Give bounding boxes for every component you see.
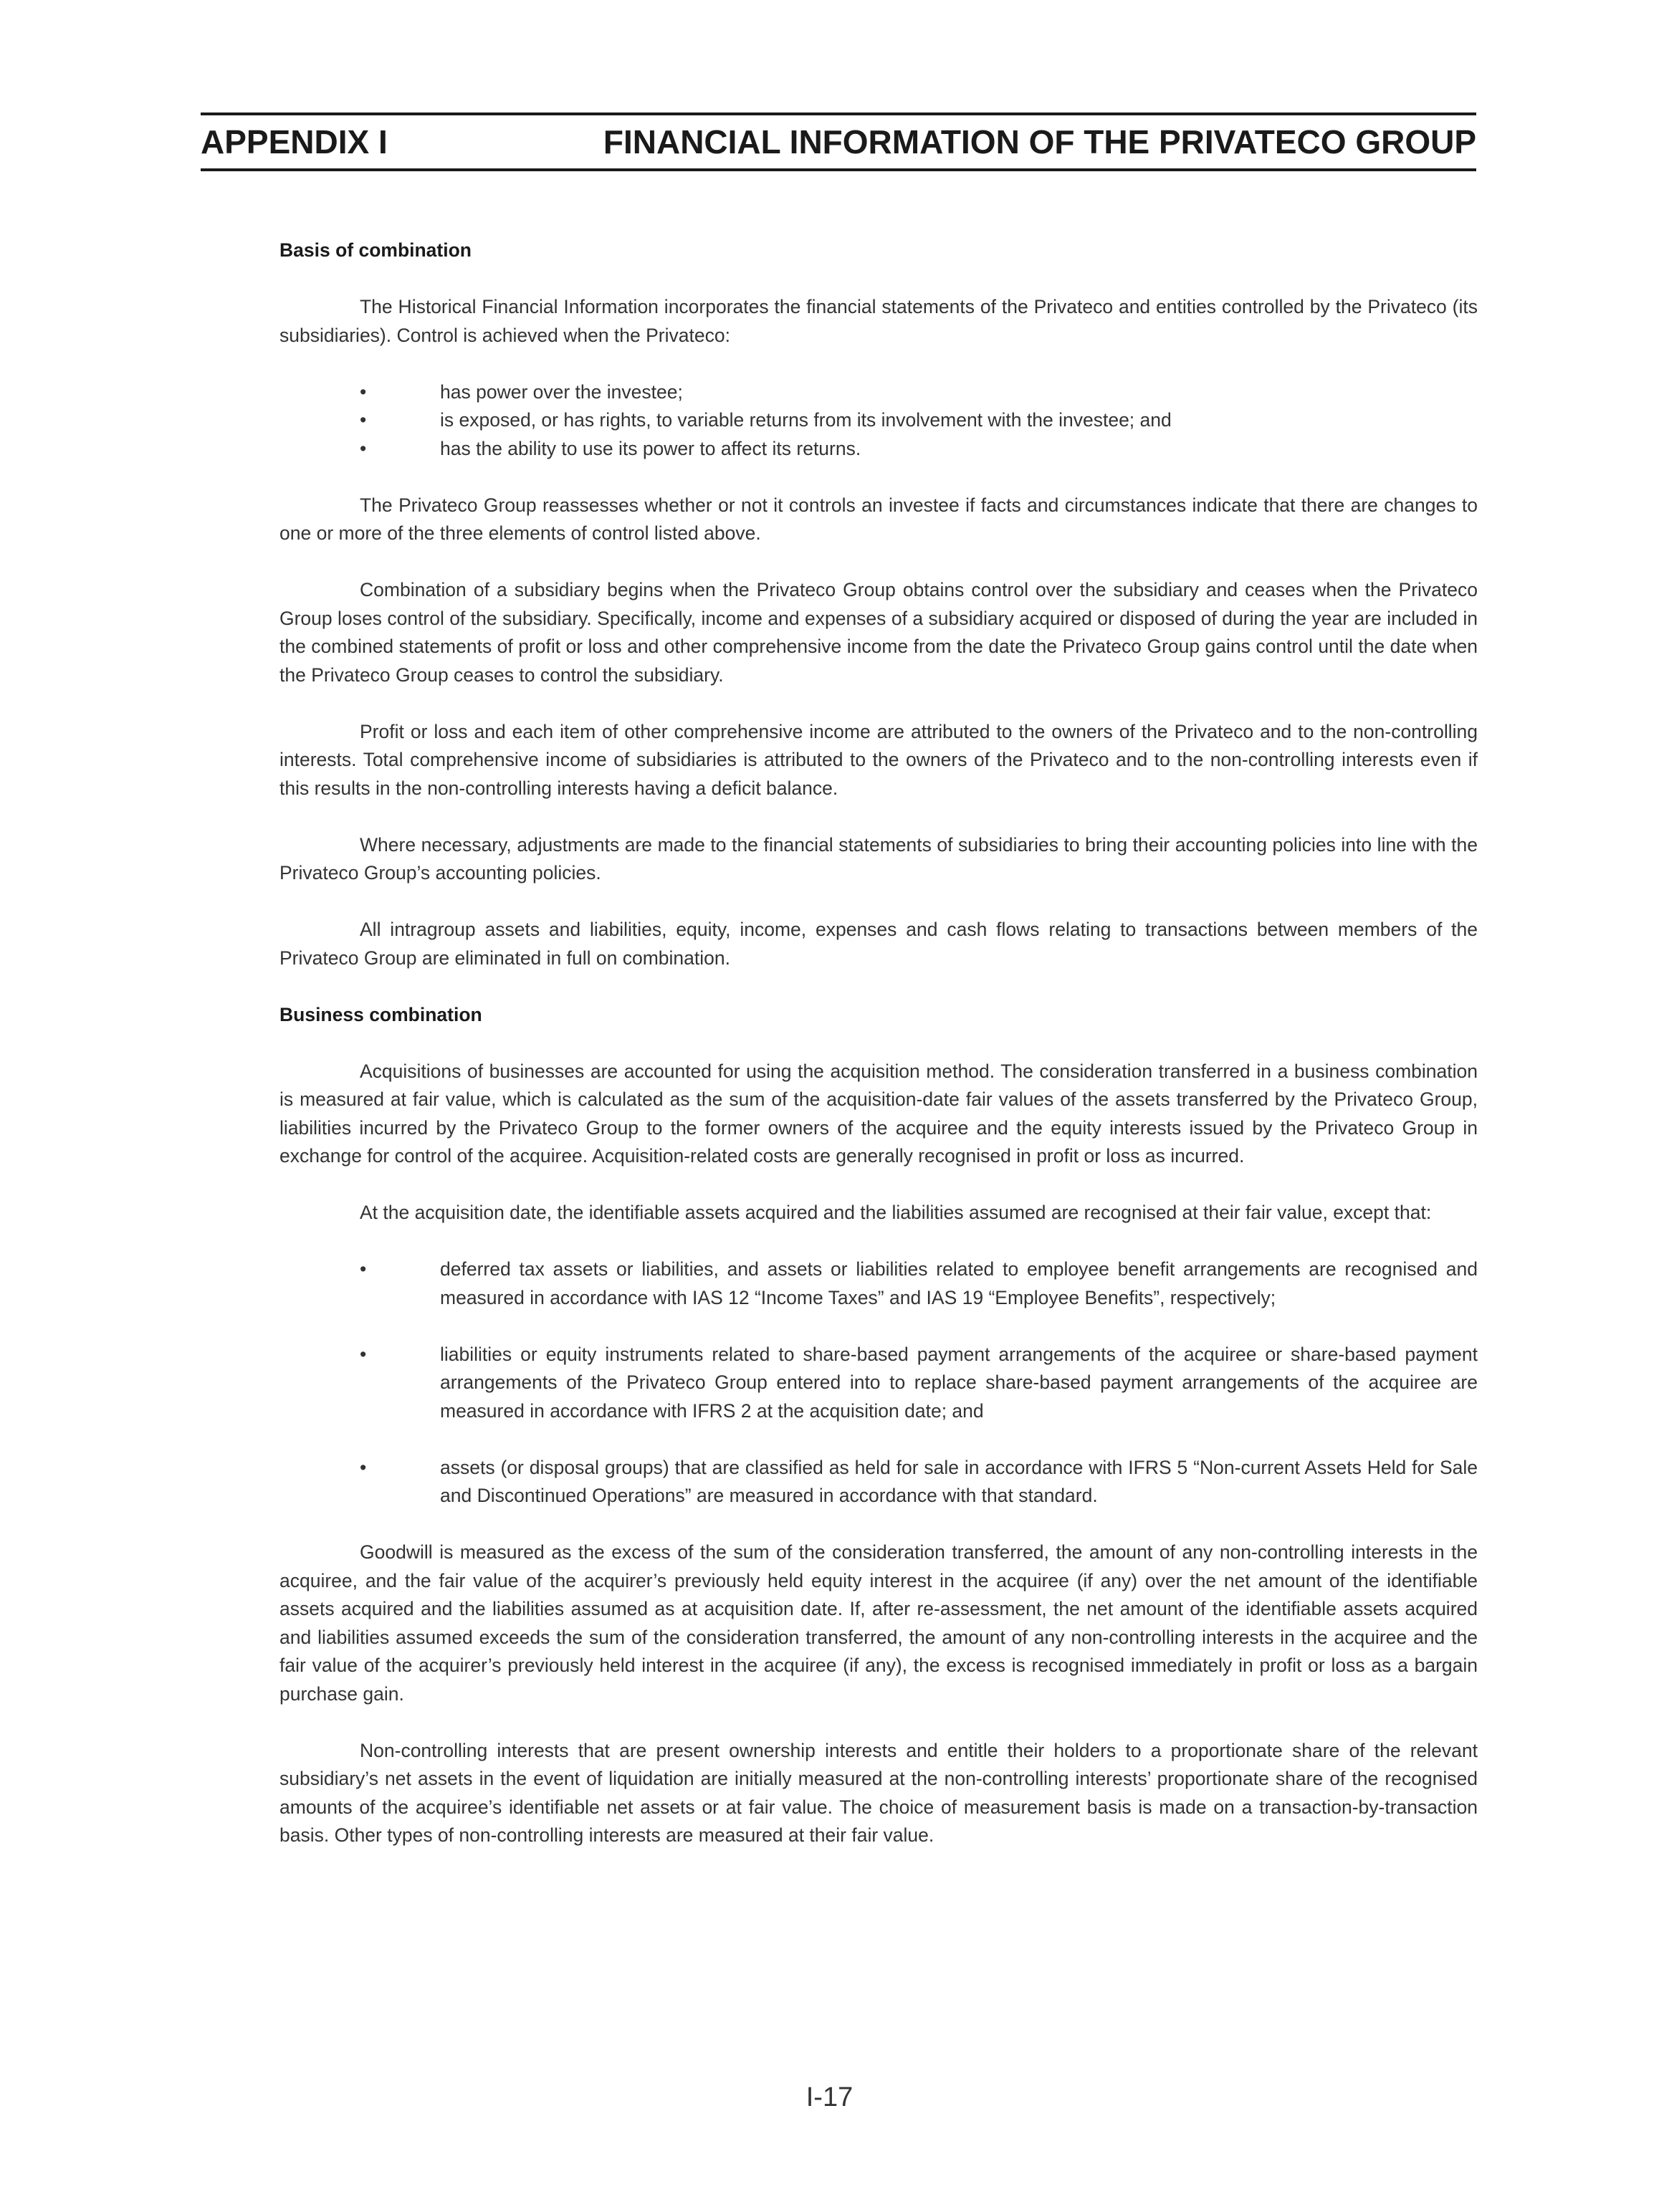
list-item: [279, 1454, 1478, 1510]
paragraph: Profit or loss and each item of other comprehensive income are attributed to the owners of the Privateco and to the non-controlling interests. Total comprehensive income of subsidiaries is attributed to the owners of the Privateco and to the non-controlling interests even if this results in the non-controlling interests having a deficit balance.: [279, 720, 1478, 799]
list-item: [279, 406, 1478, 435]
paragraph: Where necessary, adjustments are made to the financial statements of subsidiaries to bring their accounting policies into line with the Privateco Group’s accounting policies.: [279, 833, 1478, 884]
paragraph: All intragroup assets and liabilities, equity, income, expenses and cash flows relating to transactions between members of the Privateco Group are eliminated in full on combination.: [279, 919, 1478, 969]
exceptions-list: [279, 1255, 1478, 1510]
bullet-icon: •: [360, 409, 367, 431]
list-item-text: deferred tax assets or liabilities, and assets or liabilities related to employee benefit arrangements are recognised and measured in accordance with IAS 12 “Income Taxes” and IAS 19 “Employee Benefits”, respectively;: [440, 1258, 1478, 1308]
control-criteria-list: [279, 378, 1478, 464]
list-item-text: liabilities or equity instruments related to share-based payment arrangements of the acquiree or share-based payment arrangements of the Privateco Group entered into to replace share-based payment arrangements of the acquiree are measured in accordance with IFRS 2 at the acquisition date; and: [440, 1343, 1478, 1422]
bullet-icon: •: [360, 1343, 367, 1365]
bullet-icon: •: [360, 1456, 367, 1478]
header-title: FINANCIAL INFORMATION OF THE PRIVATECO GROUP: [603, 123, 1476, 161]
list-item-text: has power over the investee;: [440, 380, 683, 403]
paragraph: At the acquisition date, the identifiable assets acquired and the liabilities assumed are recognised at their fair value, except that:: [360, 1202, 1432, 1223]
paragraph: Non-controlling interests that are present ownership interests and entitle their holders to a proportionate share of the relevant subsidiary’s net assets in the event of liquidation are initially measured at the non-controlling interests’ proportionate share of the recognised amounts of the acquiree’s identifiable net assets or at fair value. The choice of measurement basis is made on a transaction-by-transaction basis. Other types of non-controlling interests are measured at their fair value.: [279, 1739, 1478, 1846]
list-item: [279, 1255, 1478, 1312]
paragraph: Acquisitions of businesses are accounted for using the acquisition method. The consideration transferred in a business combination is measured at fair value, which is calculated as the sum of the acquisition-date fair values of the assets transferred by the Privateco Group, liabilities incurred by the Privateco Group to the former owners of the acquiree and the equity interests issued by the Privateco Group in exchange for control of the acquiree. Acquisition-related costs are generally recognised in profit or loss as incurred.: [279, 1060, 1478, 1167]
list-item-text: has the ability to use its power to affect its returns.: [440, 437, 861, 459]
page-number: I-17: [805, 2082, 854, 2112]
section-heading-business: Business combination: [279, 1003, 482, 1025]
bullet-icon: •: [360, 380, 367, 403]
page-header: [201, 112, 1476, 171]
page-body: [279, 236, 1478, 1878]
list-item-text: assets (or disposal groups) that are classified as held for sale in accordance with IFRS 5 “Non-current Assets Held for Sale and Discontinued Operations” are measured in accordance with that standard.: [440, 1456, 1478, 1506]
paragraph: Goodwill is measured as the excess of the sum of the consideration transferred, the amount of any non-controlling interests in the acquiree, and the fair value of the acquirer’s previously held equity interest in the acquiree (if any) over the net amount of the identifiable assets acquired and the liabilities assumed as at acquisition date. If, after re-assessment, the net amount of the identifiable assets acquired and liabilities assumed exceeds the sum of the consideration transferred, the amount of any non-controlling interests in the acquiree and the fair value of the acquirer’s previously held interest in the acquiree (if any), the excess is recognised immediately in profit or loss as a bargain purchase gain.: [279, 1541, 1478, 1705]
bullet-icon: •: [360, 1258, 367, 1280]
list-item-text: is exposed, or has rights, to variable returns from its involvement with the investee; and: [440, 409, 1172, 431]
paragraph: Combination of a subsidiary begins when the Privateco Group obtains control over the subsidiary and ceases when the Privateco Group loses control of the subsidiary. Specifically, income and expenses of a subsidiary acquired or disposed of during the year are included in the combined statements of profit or loss and other comprehensive income from the date the Privateco Group gains control until the date when the Privateco Group ceases to control the subsidiary.: [279, 579, 1478, 686]
list-item: [279, 1341, 1478, 1426]
paragraph: The Historical Financial Information incorporates the financial statements of the Privateco and entities controlled by the Privateco (its subsidiaries). Control is achieved when the Privateco:: [279, 296, 1478, 346]
list-item: [279, 435, 1478, 464]
section-heading-basis: Basis of combination: [279, 239, 472, 261]
appendix-label: APPENDIX I: [201, 123, 388, 161]
bullet-icon: •: [360, 437, 367, 459]
list-item: [279, 378, 1478, 407]
paragraph: The Privateco Group reassesses whether or not it controls an investee if facts and circumstances indicate that there are changes to one or more of the three elements of control listed above.: [279, 494, 1478, 544]
